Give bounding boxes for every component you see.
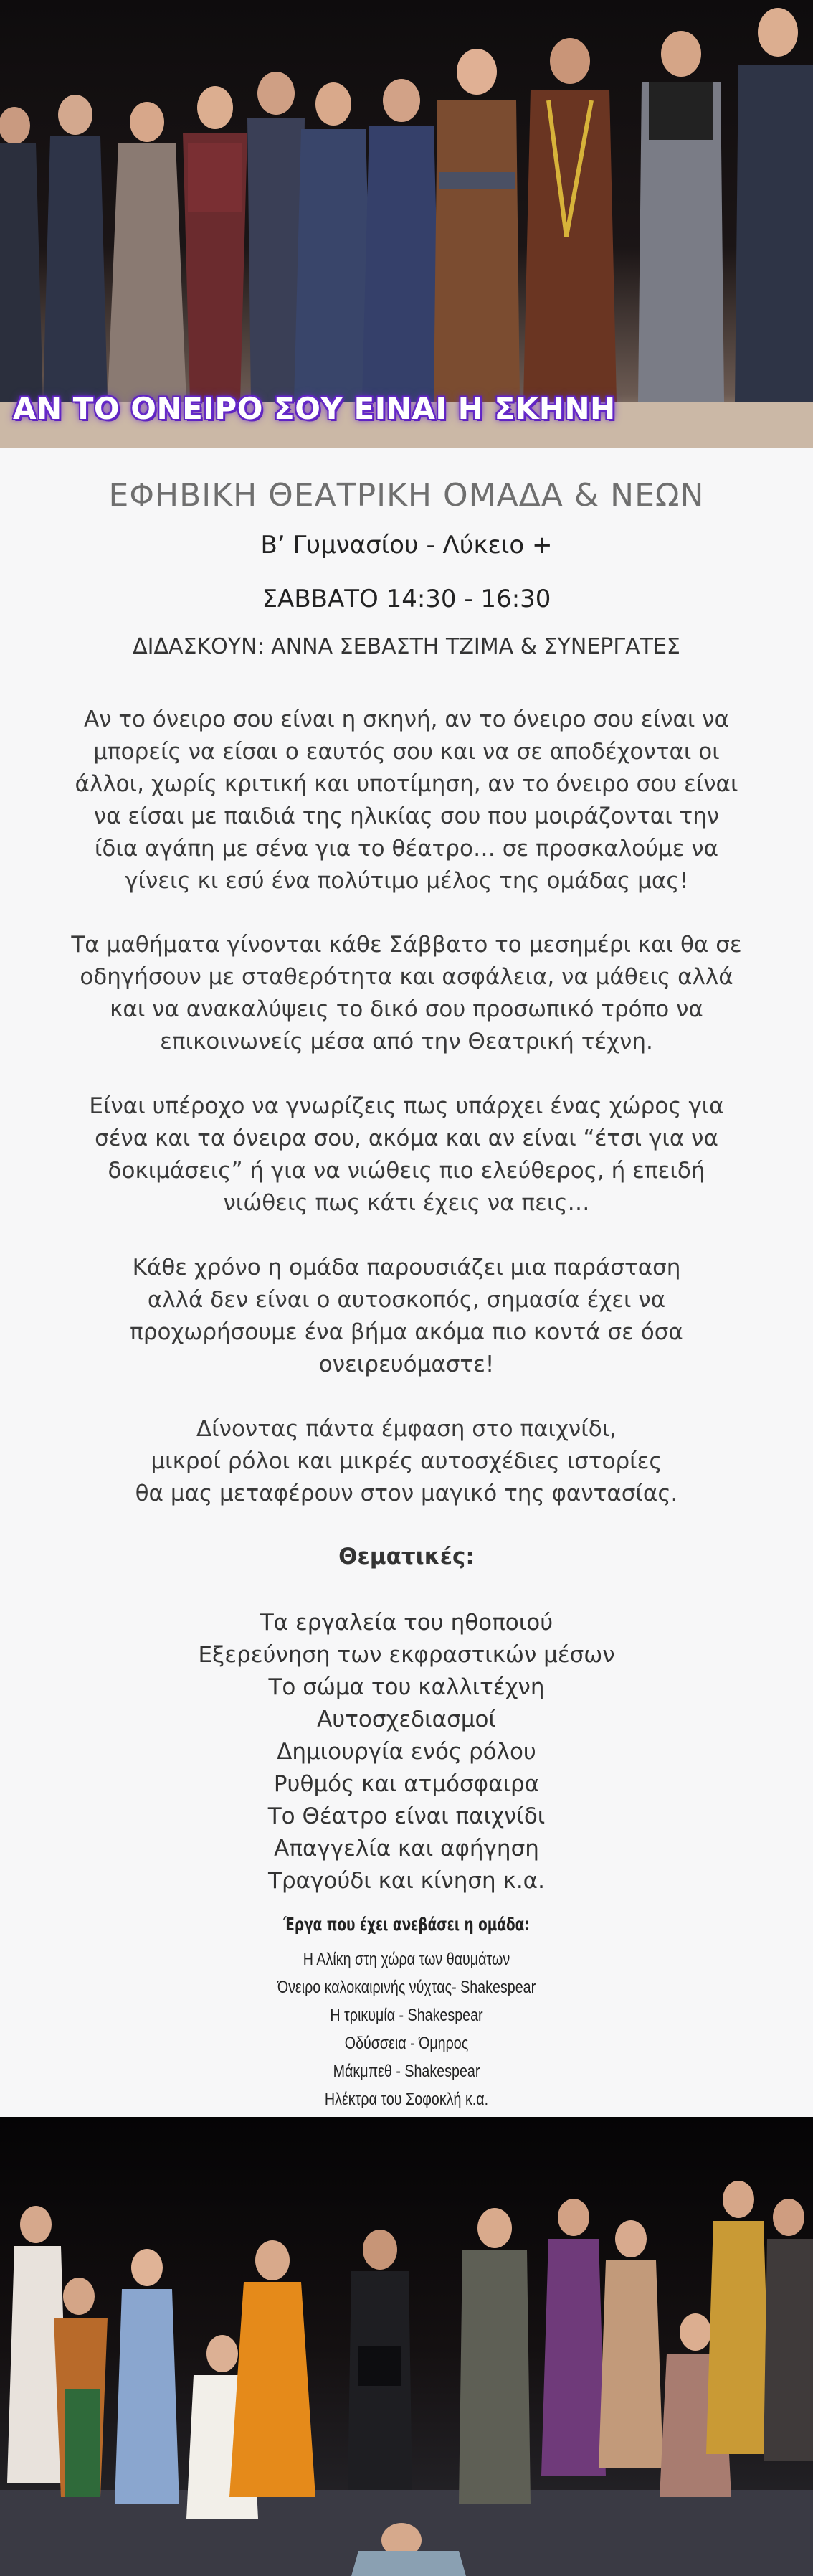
paragraph-line: επικοινωνείς μέσα από την Θεατρική τέχνη. xyxy=(160,1029,653,1055)
schedule-label: ΣΑΒΒΑΤΟ 14:30 - 16:30 xyxy=(262,585,551,613)
list-item: Εξερεύνηση των εκφραστικών μέσων xyxy=(198,1642,615,1668)
grades-label: Β’ Γυμνασίου - Λύκειο + xyxy=(260,531,553,560)
paragraph-performance xyxy=(57,1252,756,1381)
cast-photo-illustration xyxy=(0,0,813,448)
info-section xyxy=(0,448,813,2117)
paragraph-line: ονειρευόμαστε! xyxy=(318,1351,495,1377)
paragraph-line: σένα και τα όνειρα σου, ακόμα και αν είναι “έτσι για να xyxy=(95,1126,718,1151)
paragraph-line: οδηγήσουν με σταθερότητα και ασφάλεια, να μάθεις αλλά xyxy=(80,964,733,990)
list-item: Το Θέατρο είναι παιχνίδι xyxy=(267,1803,546,1829)
paragraph-line: μπορείς να είσαι ο εαυτός σου και να σε αποδέχονται οι xyxy=(93,739,720,765)
list-item: Η τρικυμία - Shakespear xyxy=(330,2006,483,2025)
paragraph-line: ίδια αγάπη με σένα για το θέατρο… σε προσκαλούμε να xyxy=(94,836,719,862)
list-item: Οδύσσεια - Όμηρος xyxy=(344,2034,469,2053)
paragraph-line: προχωρήσουμε ένα βήμα ακόμα πιο κοντά σε όσα xyxy=(130,1319,683,1345)
paragraph-line: δοκιμάσεις” ή για να νιώθεις πιο ελεύθερος, ή επειδή xyxy=(108,1158,705,1184)
paragraph-line: άλλοι, χωρίς κριτική και υποτίμηση, αν το όνειρο σου είναι xyxy=(75,771,738,797)
list-item: Η Αλίκη στη χώρα των θαυμάτων xyxy=(303,1950,510,1969)
list-item: Όνειρο καλοκαιρινής νύχτας- Shakespear xyxy=(277,1978,536,1997)
paragraph-line: Τα μαθήματα γίνονται κάθε Σάββατο το μεσημέρι και θα σε xyxy=(71,932,742,958)
top-photo xyxy=(0,0,813,448)
works-heading: Έργα που έχει ανεβάσει η ομάδα: xyxy=(283,1914,530,1935)
paragraph-line: αλλά δεν είναι ο αυτοσκοπός, σημασία έχει να xyxy=(147,1287,666,1313)
bottom-photo xyxy=(0,2117,813,2576)
performance-photo-illustration xyxy=(0,2117,813,2576)
banner-title: ΑΝ ΤΟ ΟΝΕΙΡΟ ΣΟΥ ΕΙΝΑΙ Η ΣΚΗΝΗ xyxy=(13,391,616,426)
paragraph-line: μικροί ρόλοι και μικρές αυτοσχέδιες ιστορίες xyxy=(151,1448,662,1474)
paragraph-line: Δίνοντας πάντα έμφαση στο παιχνίδι, xyxy=(196,1416,617,1442)
performer-figures xyxy=(0,8,813,402)
teachers-label: ΔΙΔΑΣΚΟΥΝ: ΑΝΝΑ ΣΕΒΑΣΤΗ ΤΖΙΜΑ & ΣΥΝΕΡΓΑΤΕΣ xyxy=(133,634,680,659)
paragraph-line: θα μας μεταφέρουν στον μαγικό της φαντασίας. xyxy=(135,1481,678,1506)
paragraph-line: Αν το όνειρο σου είναι η σκηνή, αν το όνειρο σου είναι να xyxy=(84,707,729,732)
list-item: Μάκμπεθ - Shakespear xyxy=(333,2062,480,2081)
paragraph-line: νιώθεις πως κάτι έχεις να πεις… xyxy=(223,1190,590,1216)
list-item: Ηλέκτρα του Σοφοκλή κ.α. xyxy=(324,2090,489,2109)
paragraph-line: Είναι υπέροχο να γνωρίζεις πως υπάρχει ένας χώρος για xyxy=(89,1093,724,1119)
list-item: Απαγγελία και αφήγηση xyxy=(274,1836,539,1862)
list-item: Τραγούδι και κίνηση κ.α. xyxy=(268,1868,545,1894)
works-list xyxy=(0,1945,813,2113)
themes-list xyxy=(0,1607,813,1897)
page-title: ΕΦΗΒΙΚΗ ΘΕΑΤΡΙΚΗ ΟΜΑΔΑ & ΝΕΩΝ xyxy=(108,477,705,514)
paragraph-lessons xyxy=(57,929,756,1058)
paragraph-line: και να ανακαλύψεις το δικό σου προσωπικό τρόπο να xyxy=(110,996,703,1022)
list-item: Αυτοσχεδιασμοί xyxy=(317,1707,496,1732)
paragraph-line: γίνεις κι εσύ ένα πολύτιμο μέλος της ομάδας μας! xyxy=(125,868,688,894)
themes-heading: Θεματικές: xyxy=(338,1544,475,1570)
paragraph-space xyxy=(57,1090,756,1219)
paragraph-line: Κάθε χρόνο η ομάδα παρουσιάζει μια παράσταση xyxy=(132,1255,681,1280)
list-item: Ρυθμός και ατμόσφαιρα xyxy=(273,1771,540,1797)
list-item: Τα εργαλεία του ηθοποιού xyxy=(260,1610,553,1636)
paragraph-line: να είσαι με παιδιά της ηλικίας σου που μοιράζονται την xyxy=(93,803,720,829)
paragraph-intro xyxy=(57,704,756,897)
list-item: Δημιουργία ενός ρόλου xyxy=(277,1739,536,1765)
list-item: Το σώμα του καλλιτέχνη xyxy=(268,1674,545,1700)
paragraph-play xyxy=(57,1413,756,1510)
